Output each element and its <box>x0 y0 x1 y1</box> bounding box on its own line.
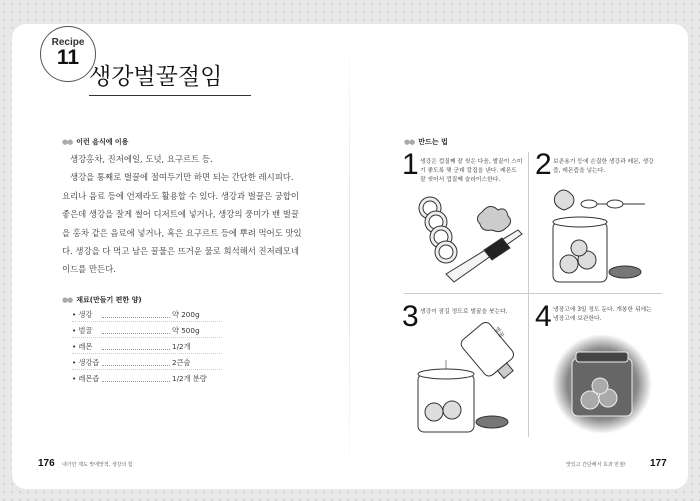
dots-icon: ●● <box>62 138 73 146</box>
ingredient-row <box>72 374 272 386</box>
divider <box>72 337 222 338</box>
ingredients-heading <box>62 295 142 305</box>
honey-label: 벌꿀 <box>492 325 506 340</box>
intro-body <box>62 150 302 279</box>
divider <box>72 353 222 354</box>
step-1-text: 생강은 껍질째 잘 씻은 다음, 발끝이 스미기 좋도록 몇 군데 칼집을 낸다. 레몬도 잘 씻어서 껍질째 슬라이스한다. <box>420 159 523 183</box>
intro-line: 좋은데 생강을 잘게 썰어 디저트에 넣거나, 생강의 풍미가 밴 벌꿀 <box>62 209 299 220</box>
ingredient-amount: 약 200g <box>172 310 200 319</box>
ingredient-name: • 생강 <box>72 310 93 319</box>
right-page-number: 177 <box>650 458 667 469</box>
grid-divider-vertical <box>528 152 529 437</box>
page-title: 생강벌꿀절임 <box>89 64 223 90</box>
intro-heading <box>62 137 128 147</box>
dots-icon: ●● <box>404 138 415 146</box>
jar-with-ingredients-illustration <box>545 182 665 288</box>
right-footer-text: 맛있고 간단해서 효과 만점! <box>566 462 626 468</box>
ingredient-amount: 1/2개 분량 <box>172 374 207 383</box>
intro-heading-text: 이런 음식에 이용 <box>76 138 129 146</box>
intro-line: 요리나 음료 등에 언제라도 활용할 수 있다. 생강과 벌꿀은 궁합이 <box>62 190 299 201</box>
leader-dots <box>102 325 170 334</box>
step-3-number: 3 <box>402 300 419 333</box>
jar-in-fridge-illustration <box>544 330 662 436</box>
divider <box>72 321 222 322</box>
ingredient-name: • 레몬 <box>72 342 93 351</box>
ingredients-heading-text: 재료(만들기 편한 양) <box>76 296 142 304</box>
grid-divider-horizontal <box>404 293 662 294</box>
recipe-badge <box>40 26 96 82</box>
step-2-number: 2 <box>535 148 552 181</box>
step-3-text: 생강이 잠길 정도로 벌꿀을 붓는다. <box>420 309 508 315</box>
dots-icon: ●● <box>62 296 73 304</box>
ingredient-amount: 2큰술 <box>172 358 191 367</box>
ingredient-name: • 생강즙 <box>72 358 100 367</box>
intro-line: 생강홍차, 진저에일, 도넛, 요구르트 등. <box>70 154 213 164</box>
intro-line: 다. 생강을 다 먹고 남은 꿀물은 뜨거운 물로 희석해서 진저레모네 <box>62 246 299 257</box>
method-heading <box>404 137 448 147</box>
left-page-number: 176 <box>38 458 55 469</box>
intro-line: 을 홍차 같은 음료에 넣거나, 혹은 요구르트 등에 뿌려 먹어도 맛있 <box>62 227 302 238</box>
ingredient-amount: 1/2개 <box>172 342 191 351</box>
intro-line: 생강을 통째로 벌꿀에 절여두기만 하면 되는 간단한 레시피다. <box>70 172 294 183</box>
ingredient-name: • 벌꿀 <box>72 326 93 335</box>
step-4-text: 냉장고에 3일 정도 둔다. 개봉한 뒤에는 냉장고에 보관한다. <box>553 307 652 322</box>
book-spine <box>349 24 350 489</box>
divider <box>72 369 222 370</box>
ingredient-name: • 레몬즙 <box>72 374 100 383</box>
step-1-number: 1 <box>402 148 419 181</box>
intro-line: 이드를 만든다. <box>62 264 116 275</box>
ingredient-amount: 약 500g <box>172 326 200 335</box>
recipe-label: Recipe <box>51 37 85 48</box>
leader-dots <box>102 341 170 350</box>
step-4-number: 4 <box>535 300 552 333</box>
step-2-text: 보존용기 등에 손질한 생강과 레몬, 생강즙, 레몬즙을 넣는다. <box>553 159 654 174</box>
leader-dots <box>102 357 170 366</box>
recipe-number: 11 <box>56 46 80 69</box>
title-underline <box>89 95 251 96</box>
left-footer-text: 내가만 제도 맛에맛적, 생강의 힘 <box>62 462 133 468</box>
leader-dots <box>102 373 170 382</box>
leader-dots <box>102 309 170 318</box>
method-heading-text: 만드는 법 <box>418 138 448 146</box>
lemon-ginger-cutting-illustration <box>410 192 524 284</box>
